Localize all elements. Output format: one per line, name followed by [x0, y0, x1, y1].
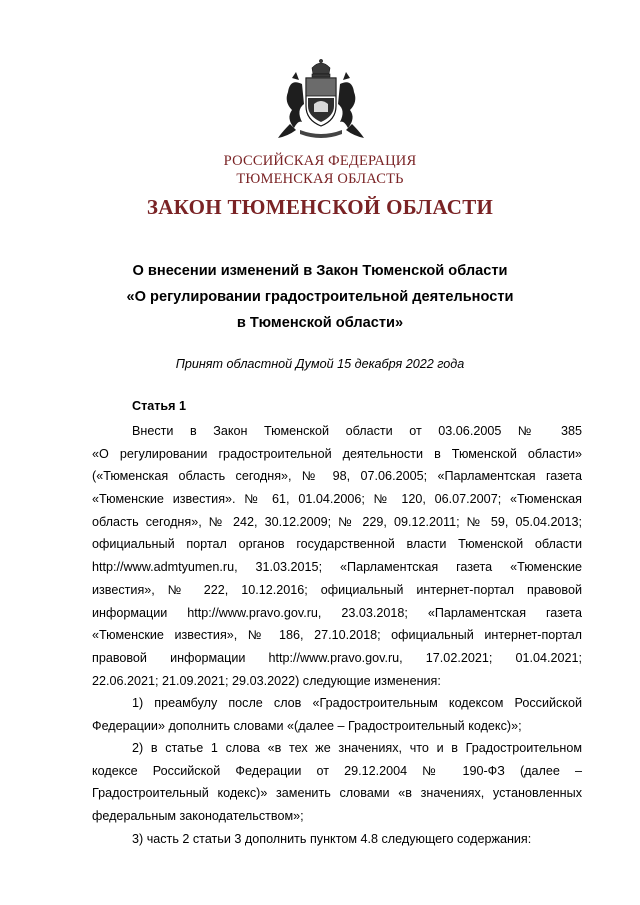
text-line: Федерации» дополнить словами «(далее – Градостроительный кодекс)»; — [92, 718, 522, 733]
document-type-heading: ЗАКОН ТЮМЕНСКОЙ ОБЛАСТИ — [146, 195, 494, 219]
text-line: официальный портал органов государственной власти Тюменской области — [92, 537, 582, 552]
text-line: «Тюменские известия», № 186, 27.10.2018; официальный интернет-портал — [92, 628, 582, 643]
article-paragraph-main — [92, 420, 582, 692]
amendment-item-2 — [92, 737, 582, 828]
text-line: федеральным законодательством»; — [92, 809, 304, 824]
region-heading: ТЮМЕНСКАЯ ОБЛАСТЬ — [236, 171, 404, 187]
law-title-line: О внесении изменений в Закон Тюменской области — [132, 263, 508, 279]
country-heading: РОССИЙСКАЯ ФЕДЕРАЦИЯ — [223, 153, 417, 169]
text-line: область сегодня», № 242, 30.12.2009; № 229, 09.12.2011; № 59, 05.04.2013; — [92, 514, 582, 529]
text-line: кодексе Российской Федерации от 29.12.2004 № 190-ФЗ (далее – — [92, 763, 582, 778]
adoption-note: Принят областной Думой 15 декабря 2022 года — [175, 357, 465, 371]
law-title-line: «О регулировании градостроительной деятельности — [126, 289, 514, 305]
text-line: 3) часть 2 статьи 3 дополнить пунктом 4.8 следующего содержания: — [132, 832, 532, 846]
amendment-item-1 — [92, 692, 582, 737]
text-line: 1) преамбулу после слов «Градостроительным кодексом Российской — [132, 696, 582, 710]
article-heading: Статья 1 — [132, 399, 187, 413]
text-line: 22.06.2021; 21.09.2021; 29.03.2022) следующие изменения: — [92, 673, 441, 688]
text-line: информации http://www.pravo.gov.ru, 23.03.2018; «Парламентская газета — [92, 605, 582, 620]
text-line: 2) в статье 1 слова «в тех же значениях, что и в Градостроительном — [132, 741, 582, 755]
amendment-item-3 — [92, 828, 582, 851]
text-line: Градостроительный кодекс)» заменить словами «в значениях, установленных — [92, 786, 582, 801]
text-line: «О регулировании градостроительной деятельности в Тюменской области» — [92, 446, 582, 461]
text-line: «Тюменские известия». № 61, 01.04.2006; № 120, 06.07.2007; «Тюменская — [92, 492, 582, 507]
law-title — [0, 258, 640, 336]
text-line: Внести в Закон Тюменской области от 03.06.2005 № 385 — [132, 424, 582, 438]
text-line: правовой информации http://www.pravo.gov.ru, 17.02.2021; 01.04.2021; — [92, 650, 582, 665]
text-line: известия», № 222, 10.12.2016; официальный интернет-портал правовой — [92, 582, 582, 597]
law-title-line: в Тюменской области» — [236, 315, 404, 331]
coat-of-arms-emblem — [272, 58, 370, 142]
text-line: http://www.admtyumen.ru, 31.03.2015; «Парламентская газета «Тюменские — [92, 560, 582, 575]
text-line: («Тюменская область сегодня», № 98, 07.06.2005; «Парламентская газета — [92, 469, 582, 484]
